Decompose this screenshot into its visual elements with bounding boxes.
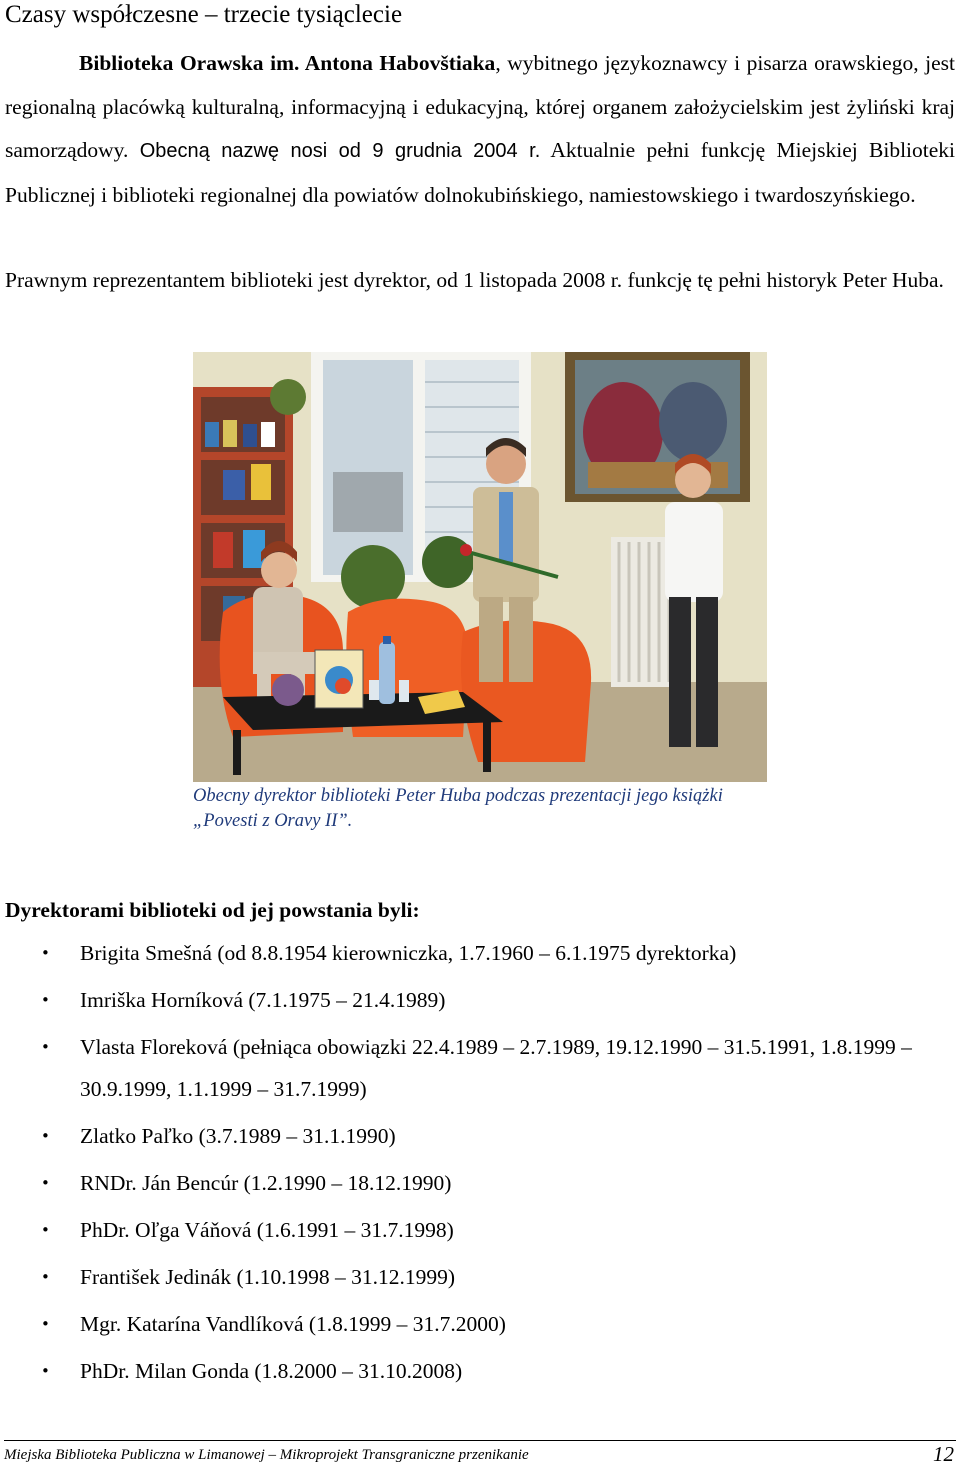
directors-list — [0, 932, 955, 1397]
bullet: • — [41, 991, 50, 1009]
bullet: • — [41, 1038, 50, 1056]
bullet: • — [41, 1362, 50, 1380]
list-item — [0, 1209, 955, 1251]
director-paragraph: Prawnym reprezentantem biblioteki jest dyrektor, od 1 listopada 2008 r. funkcję tę pełni historyk Peter Huba. — [5, 268, 944, 292]
photo-caption: Obecny dyrektor biblioteki Peter Huba podczas prezentacji jego książki „Povesti z Oravy II”. — [193, 786, 723, 831]
director-entry: RNDr. Ján Bencúr (1.2.1990 – 18.12.1990) — [80, 1171, 452, 1195]
library-name: Biblioteka Orawska im. Antona Habovštiaka — [79, 51, 496, 75]
intro-text-1: , wybitnego językoznawcy i pisarza orawskiego, jest regionalną placówką kulturalną, informacyjną i edukacyjną, której organem założycielskim jest żyliński kraj samorządowy. — [5, 51, 955, 162]
director-entry: Mgr. Katarína Vandlíková (1.8.1999 – 31.7.2000) — [80, 1312, 506, 1336]
bullet: • — [41, 1174, 50, 1192]
intro-text-2: Obecną nazwę nosi od 9 grudnia 2004 r. — [139, 140, 541, 162]
director-entry: Brigita Smešná (od 8.8.1954 kierowniczka, 1.7.1960 – 6.1.1975 dyrektorka) — [80, 941, 737, 965]
page-number: 12 — [933, 1442, 954, 1466]
intro-text-3: Aktualnie pełni funkcję Miejskiej Biblioteki Publicznej i biblioteki regionalnej dla powiatów dolnokubińskiego, namiestowskiego i twardoszyńskiego. — [5, 138, 955, 207]
directors-heading: Dyrektorami biblioteki od jej powstania byli: — [5, 898, 420, 922]
list-item — [0, 1303, 955, 1345]
bullet: • — [41, 944, 50, 962]
footer-text: Miejska Biblioteka Publiczna w Limanowej – Mikroprojekt Transgraniczne przenikanie — [4, 1447, 529, 1463]
bullet: • — [41, 1127, 50, 1145]
bullet: • — [41, 1315, 50, 1333]
footer-divider — [4, 1440, 956, 1441]
director-entry: Zlatko Paľko (3.7.1989 – 31.1.1990) — [80, 1124, 396, 1148]
list-item — [0, 1256, 955, 1298]
page-heading: Czasy współczesne – trzecie tysiąclecie — [5, 1, 403, 28]
director-entry: Imriška Horníková (7.1.1975 – 21.4.1989) — [80, 988, 446, 1012]
director-entry: Vlasta Floreková (pełniąca obowiązki 22.4.1989 – 2.7.1989, 19.12.1990 – 31.5.1991, 1.8.1999 – 30.9.1999, 1.1.1999 – 31.7.1999) — [80, 1035, 912, 1101]
list-item — [0, 1115, 955, 1157]
list-item — [0, 1026, 955, 1110]
list-item — [0, 1162, 955, 1204]
library-event-photo — [193, 352, 767, 782]
list-item — [0, 1350, 955, 1392]
director-entry: PhDr. Oľga Váňová (1.6.1991 – 31.7.1998) — [80, 1218, 454, 1242]
intro-paragraph — [5, 42, 955, 217]
list-item — [0, 979, 955, 1021]
list-item — [0, 932, 955, 974]
director-entry: PhDr. Milan Gonda (1.8.2000 – 31.10.2008) — [80, 1359, 463, 1383]
bullet: • — [41, 1268, 50, 1286]
bullet: • — [41, 1221, 50, 1239]
director-entry: František Jedinák (1.10.1998 – 31.12.1999) — [80, 1265, 456, 1289]
